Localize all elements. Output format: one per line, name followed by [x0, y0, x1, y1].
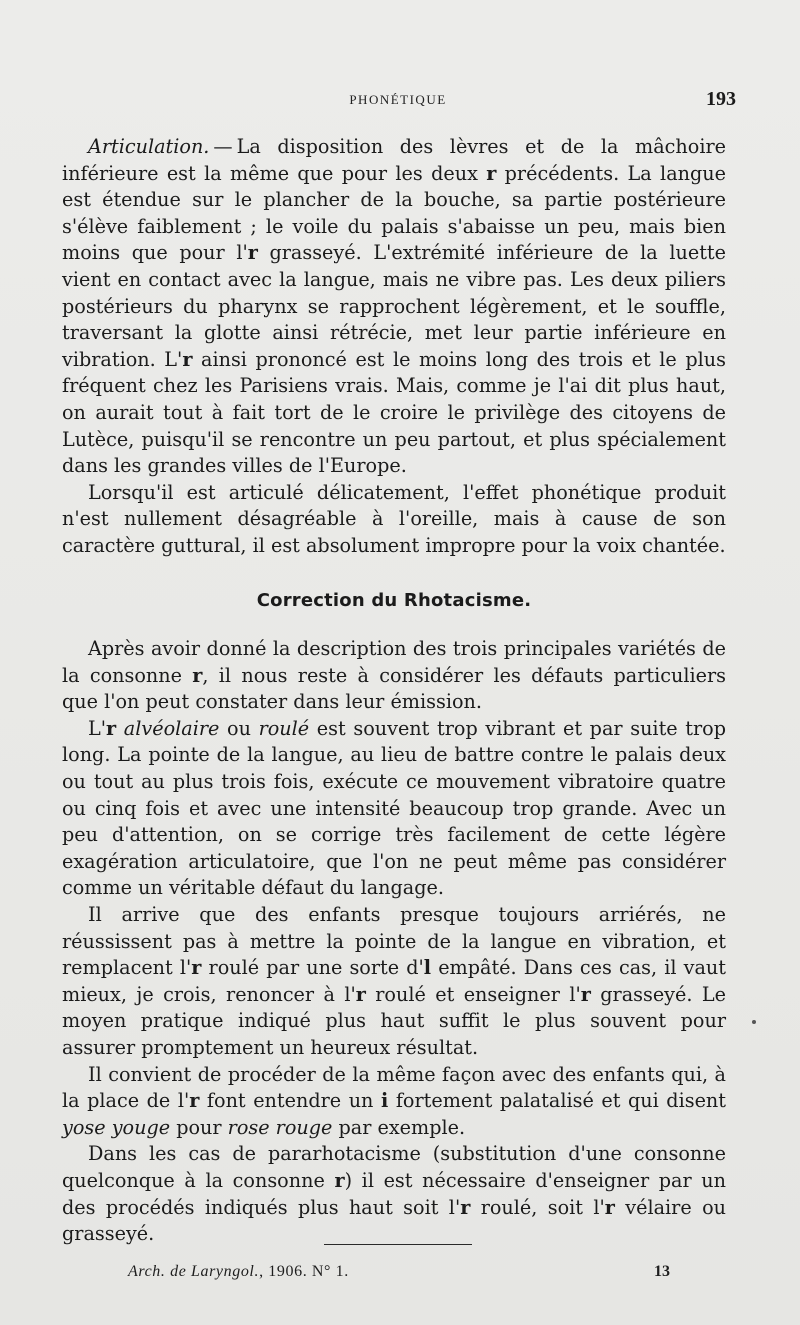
text-run: grasseyé. L'extrémité inférieure de la luette vient en contact avec la langue, mais ne vibre pas. Les deux piliers postérieurs du pharynx se rapprochent légèrement, et le souffle, traversant la glotte ainsi rétrécie, met leur partie inférieure en vibration. L' — [62, 241, 726, 371]
text-run: vélaire ou grasseyé. — [62, 1195, 726, 1246]
text-run: La disposition des lèvres et de la mâchoire inférieure est la même que pour les deux — [62, 135, 726, 185]
paragraph-alveolar — [62, 716, 726, 902]
text-run: est souvent trop vibrant et par suite trop long. La pointe de la langue, au lieu de battre contre le palais deux ou tout au plus trois fois, exécute ce mouvement vibratoire quatre ou cinq fois et avec une intensité beaucoup trop grande. Avec un peu d'attention, on se corrige très facilement de cette légère exagération articulatoire, que l'on ne peut même pas considérer comme un véritable défaut du langage. — [62, 716, 726, 900]
text-run: empâté. Dans ces cas, il vaut mieux, je crois, renoncer à l' — [62, 956, 727, 1006]
journal-citation — [128, 1263, 349, 1281]
page-number: 193 — [706, 88, 736, 110]
letter-r: r — [191, 956, 202, 980]
body-text — [62, 134, 726, 1248]
italic-term: roulé — [258, 716, 310, 740]
footer-rule — [324, 1244, 472, 1245]
italic-term: alvéolaire — [123, 716, 220, 740]
signature-mark: 13 — [654, 1263, 670, 1280]
paragraph-palatalized — [62, 1062, 726, 1142]
letter-l: l — [423, 956, 432, 980]
text-run: Il convient de procéder de la même façon avec des enfants qui, à la place de l' — [62, 1062, 726, 1113]
journal-details: , 1906. N° 1. — [259, 1263, 349, 1280]
letter-r: r — [334, 1168, 345, 1192]
journal-title: Arch. de Laryngol. — [128, 1263, 260, 1280]
letter-r: r — [192, 663, 203, 687]
letter-r: r — [460, 1195, 471, 1219]
letter-r: r — [355, 982, 366, 1006]
page-header — [60, 88, 736, 116]
text-run: pour — [170, 1115, 228, 1139]
letter-r: r — [486, 161, 497, 185]
letter-r: r — [189, 1089, 200, 1113]
text-run: roulé et enseigner l' — [365, 982, 581, 1006]
text-run: par exemple. — [332, 1115, 466, 1139]
text-run: Dans les cas de pararhotacisme (substitution d'une consonne quelconque à la consonne — [62, 1142, 726, 1192]
text-run: grasseyé. Le moyen pratique indiqué plus haut suffit le plus souvent pour assurer promptement un heureux résultat. — [62, 982, 726, 1059]
letter-r: r — [580, 982, 591, 1006]
letter-r: r — [604, 1195, 615, 1219]
paragraph-guttural: Lorsqu'il est articulé délicatement, l'effet phonétique produit n'est nullement désagréable à l'oreille, mais à cause de son caractère guttural, il est absolument impropre pour la voix chantée. — [62, 480, 726, 557]
letter-r: r — [182, 347, 193, 371]
letter-r: r — [247, 241, 258, 265]
text-run: , il nous reste à considérer les défauts particuliers que l'on peut constater dans leur émission. — [62, 663, 727, 714]
paragraph-lead: Articulation. — [88, 135, 210, 158]
paragraph-introduction — [62, 636, 726, 716]
text-run: font entendre un — [199, 1089, 381, 1113]
print-speck — [752, 1020, 756, 1024]
text-run: ) il est nécessaire d'enseigner par un des procédés indiqués plus haut soit l' — [62, 1168, 727, 1219]
letter-i: i — [380, 1089, 389, 1113]
em-dash: — — [213, 135, 233, 158]
text-run: ou — [219, 716, 259, 740]
italic-term: rose rouge — [227, 1115, 333, 1139]
running-head: PHONÉTIQUE — [349, 92, 447, 107]
text-run: ainsi prononcé est le moins long des trois et le plus fréquent chez les Parisiens vrais. Mais, comme je l'ai dit plus haut, on aurait tout à fait tort de le croire le privilège des citoyens de Lutèce, puisqu'il se rencontre un peu partout, et plus spécialement dans les grandes villes de l'Europe. — [62, 347, 726, 478]
text-run — [116, 717, 124, 740]
text-run: Il arrive que des enfants presque toujours arriérés, ne réussissent pas à mettre la pointe de la langue en vibration, et remplacent l' — [62, 903, 726, 980]
paragraph-children — [62, 902, 726, 1062]
section-heading: Correction du Rhotacisme. — [256, 589, 532, 611]
paragraph-articulation — [62, 134, 726, 480]
text-run: précédents. La langue est étendue sur le plancher de la bouche, sa partie postérieure s'élève faiblement ; le voile du palais s'abaisse un peu, mais bien moins que pour l' — [62, 161, 726, 265]
text-run: roulé, soit l' — [470, 1195, 605, 1219]
text-run: Après avoir donné la description des trois principales variétés de la consonne — [62, 637, 726, 687]
letter-r: r — [106, 716, 117, 740]
text-run: roulé par une sorte d' — [201, 956, 424, 980]
text-run: fortement palatalisé et qui disent — [388, 1089, 726, 1113]
text-run: L' — [88, 716, 107, 740]
italic-term: yose youge — [62, 1115, 171, 1139]
paragraph-pararhotacism — [62, 1141, 726, 1247]
